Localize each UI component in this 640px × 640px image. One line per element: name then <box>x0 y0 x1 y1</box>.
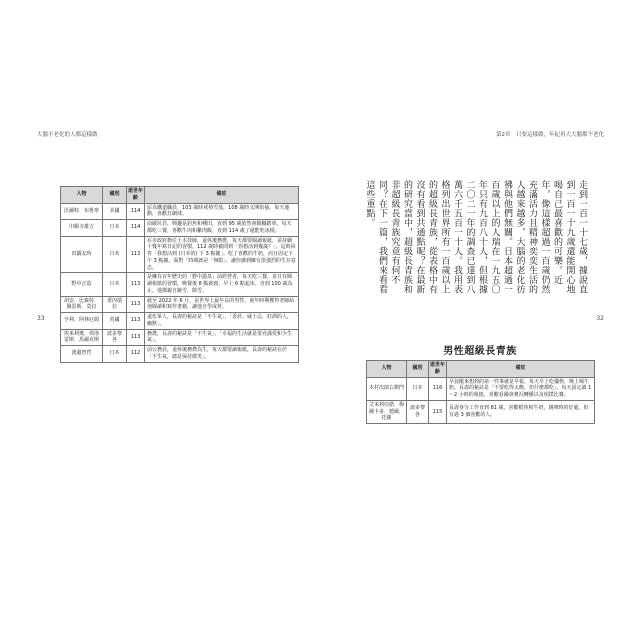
cell-country: 波多黎各 <box>407 400 429 423</box>
cell-age: 113 <box>127 273 145 296</box>
table-row <box>61 220 299 237</box>
cell-person: 田鍋友時 <box>61 236 103 273</box>
cell-country: 日本 <box>103 346 127 363</box>
left-page <box>33 128 318 360</box>
col-header-age: 逝世年齡 <box>127 187 145 204</box>
cell-person: 沃爾特．布魯寧 <box>61 203 103 220</box>
cell-notes: 是擁有百年歷史的「野中溫泉」前經營者，每天吃三餐，並且有閱讀報紙的習慣，晚餐後 8 點就寢，早上 6 點起床。直到 100 歲為止，他都親自鏟雪、除雪。 <box>145 273 299 296</box>
cell-age: 113 <box>127 329 145 346</box>
col-header-age: 逝世年齡 <box>429 361 447 378</box>
col-header-notes: 備註 <box>447 361 595 378</box>
cell-person: 胡安．比森特．佩雷斯．莫拉 <box>61 296 103 313</box>
table-row <box>61 329 299 346</box>
cell-age: 112 <box>127 346 145 363</box>
table-row <box>61 203 299 220</box>
cell-country: 美國 <box>103 203 127 220</box>
left-longevity-table <box>60 186 299 363</box>
left-page-number: 33 <box>37 315 45 322</box>
right-page-number: 32 <box>596 315 604 322</box>
cell-age: 113 <box>127 313 145 330</box>
col-header-notes: 備註 <box>145 187 299 204</box>
table-row <box>61 313 299 330</box>
cell-person: 中願寺雄吉 <box>61 220 103 237</box>
cell-country: 日本 <box>103 220 127 237</box>
right-longevity-table <box>366 360 595 424</box>
cell-country: 英國 <box>103 313 127 330</box>
section-title: 男性超級長青族 <box>443 346 517 357</box>
cell-notes: 早晨醒來想到的第一件事就是早報。每天早上吃優格，晚上喝牛奶。長壽的秘訣是「不要吃得太飽，但什麼都吃」。每天固定讀 1～2 小時的報紙，喜歡看國會實況轉播以及相撲比賽。 <box>447 377 595 400</box>
cell-age: 116 <box>429 377 447 400</box>
cell-country: 波多黎各 <box>103 329 127 346</box>
table-row <box>61 346 299 363</box>
left-running-head: 大腦不老化的人都這樣做 <box>37 132 98 138</box>
right-running-head: 第2章 只要這樣做，年紀再大大腦都不老化 <box>495 132 604 138</box>
col-header-country: 國別 <box>407 361 429 378</box>
col-header-person: 人物 <box>367 361 407 378</box>
cell-notes: 長壽身分工作直到 81 歲，喜歡鱈魚和牛奶，親吻時的好處，但有過 3 個喜歡的人。 <box>447 400 595 423</box>
cell-country: 日本 <box>103 236 127 273</box>
cell-age: 114 <box>127 220 145 237</box>
cell-notes: 原為鐵道職員，103 歲時戒掉雪茄，108 歲時又開始抽。每天運動，喜歡打網球。 <box>145 203 299 220</box>
col-header-country: 國別 <box>103 187 127 204</box>
col-header-person: 人物 <box>61 187 103 204</box>
cell-person: 木村次郎右衛門 <box>367 377 407 400</box>
cell-notes: 前公務員，退休後務農為生，每天都要讀報紙，長壽的秘訣在於「不生氣，總是保持微笑」。 <box>145 346 299 363</box>
cell-age: 114 <box>127 203 145 220</box>
cell-person: 埃米利奧．弗洛雷斯．馬爾克斯 <box>61 329 103 346</box>
cell-person: 野中正造 <box>61 273 103 296</box>
cell-notes: 截至 2022 年 6 月，是世界上最年長的男性，童年時期獲得老師給他閱讀和寫作書籍，讓他自學成材。 <box>145 296 299 313</box>
cell-notes: 前碳坑員，興趣是釣魚和種田，直到 95 歲依然會騎腳踏車。每天都吃三餐，喜歡牛肉和雞肉飯，直到 114 歲了還能吃冰棍。 <box>145 220 299 237</box>
cell-person: 渡邊智哲 <box>61 346 103 363</box>
table-row <box>61 236 299 273</box>
cell-person: 亨利．阿林厄姆 <box>61 313 103 330</box>
cell-person: 艾米利亞諾．梅爾卡多．德爾．托羅 <box>367 400 407 423</box>
table-row <box>367 400 595 423</box>
right-body-text: 走到一百一十七歲，據說直到一百一十九歲還能開心地喝自己最喜歡的可樂。近年，像這樣超過一百歲仍然充滿活力且精神奕奕生活的人越來越多，大腦的老化彷彿與他們無關。日本超過一百歲以上的人瑞在一九五〇年只有九百八十人，但根據二〇二一年的調查已達到八萬六千五百一十人。我用表格列出世界所有一百歲以上的超級長青族，從表格中有沒有看到共通點呢？在最新的研究當中，超級長青族和非超級長青族究竟有何不同？在下一篇，我們來看看這些重點。 <box>364 180 587 294</box>
cell-country: 委內瑞拉 <box>103 296 127 313</box>
cell-notes: 務農，長壽的秘訣是「不生氣」、「幸福的生活就是要充滿愛和少生氣」。 <box>145 329 299 346</box>
cell-age: 113 <box>127 236 145 273</box>
cell-country: 日本 <box>407 377 429 400</box>
cell-country: 日本 <box>103 273 127 296</box>
table-row <box>367 377 595 400</box>
table-row <box>61 273 299 296</box>
cell-age: 113 <box>127 296 145 313</box>
table-row <box>61 296 299 313</box>
cell-notes: 在市政府擔任土木技師，退休後務農，每天都要閱讀報紙，並持續十幾年寫日記的習慣。112 歲時被問到「你想活到幾歲？」，這時回答「我想活到 (日本的) 下 3 點鐘」。吃了喜歡的牛奶，而且固定下午 3 點鐘。面對「時間就是「無限」，讓你感到擁有很強烈的生存意志。 <box>145 236 299 273</box>
cell-age: 115 <box>429 400 447 423</box>
cell-notes: 退伍軍人，長壽的秘訣是「不生氣」、「香菸、威士忌，好酒的人，幽默」。 <box>145 313 299 330</box>
